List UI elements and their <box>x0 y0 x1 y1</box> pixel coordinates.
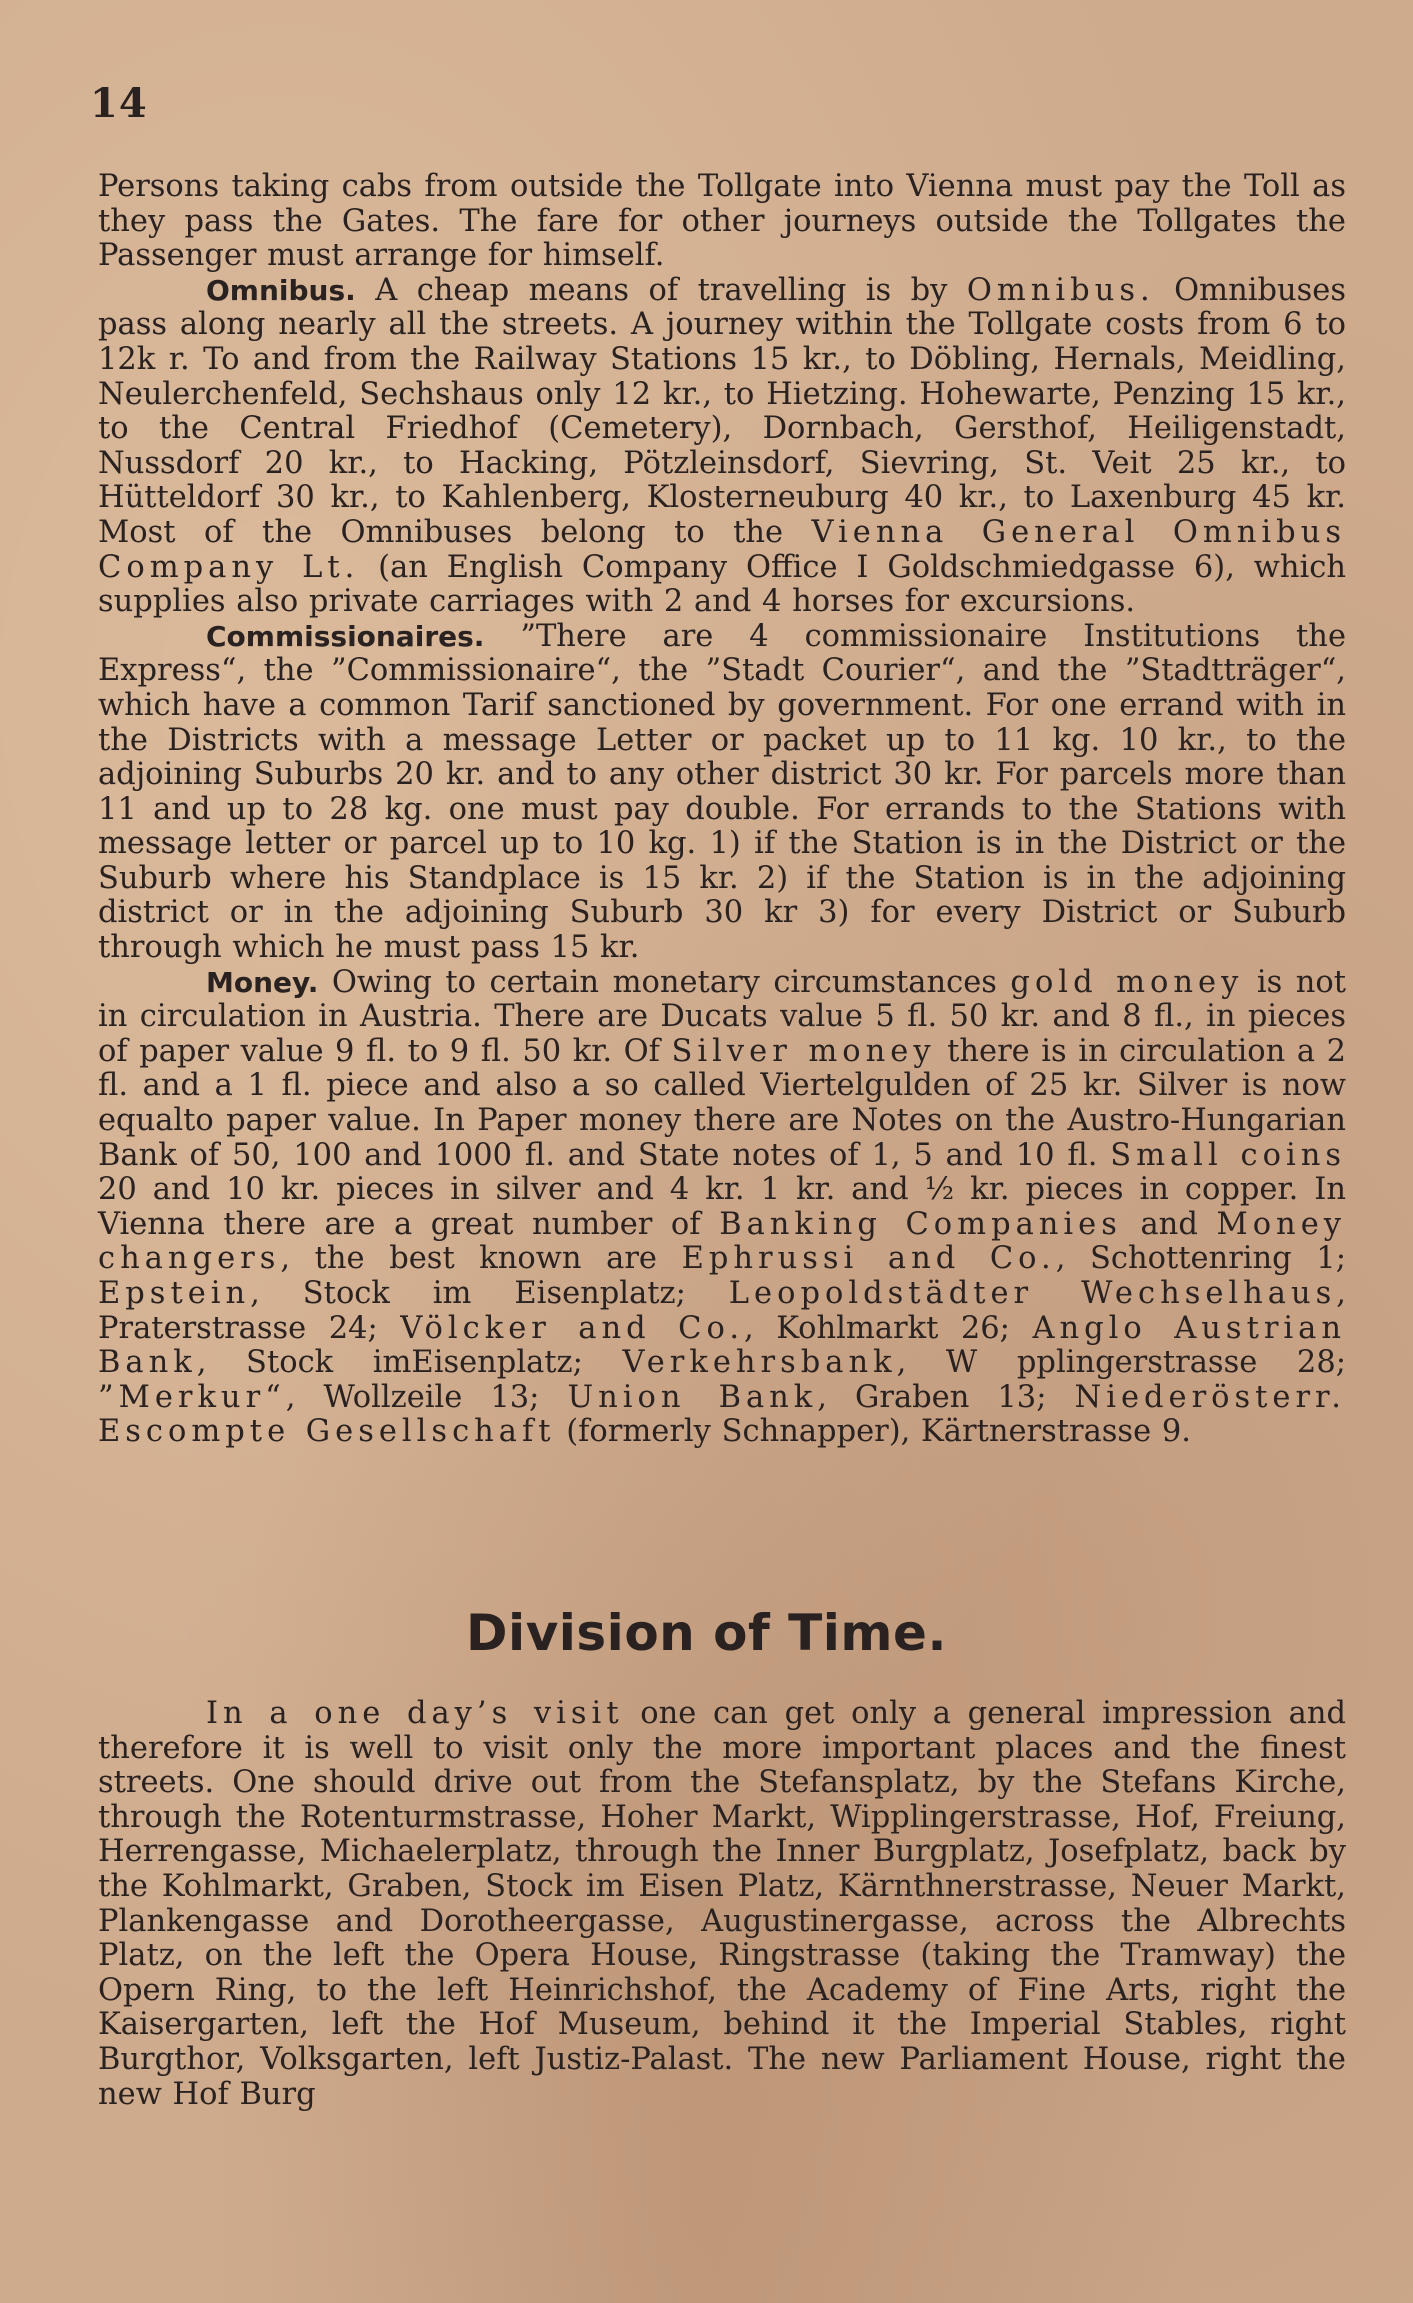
money-text: , Kohlmarkt 26; <box>744 1310 1033 1346</box>
omnibus-company-name: Vienna General Omnibus Company Lt. <box>98 514 1346 585</box>
commissionaires-text: ”There are 4 commissionaire Institutions the Express“, the ”Commissionaire“, the ”Stadt Courier“, and the ”Stadtträger“, which have a common Tarif sanctioned by government. For one errand with in the Districts with a message Letter or packet up to 11 kg. 10 kr., to the adjoining Suburbs 20 kr. and to any other district 30 kr. For parcels more than 11 and up to 28 kg. one must pay double. For errands to the Stations with message letter or parcel up to 10 kg. 1) if the Station is in the District or the Suburb where his Standplace is 15 kr. 2) if the Station is in the adjoining district or in the adjoining Suburb 30 kr 3) for every District or Suburb through which he must pass 15 kr. <box>98 618 1346 966</box>
section-title: Division of Time. <box>466 1604 947 1662</box>
bank-name: Leopoldstädter Wechselhaus <box>728 1276 1337 1311</box>
bank-name: Union Bank <box>567 1379 818 1415</box>
money-text: , Schottenring 1; <box>1055 1241 1346 1277</box>
money-text: , Stock imEisenplatz; <box>196 1345 623 1381</box>
paragraph-division <box>98 1697 1346 2112</box>
paragraph-money <box>98 966 1346 1450</box>
bank-name: Epstein <box>98 1276 251 1311</box>
money-text: (formerly Schnapper), Kärtnerstrasse 9. <box>555 1414 1191 1450</box>
bank-name: Ephrussi and Co. <box>681 1241 1056 1277</box>
page-number: 14 <box>90 80 148 127</box>
money-spaced: Money changers <box>98 1206 1346 1277</box>
money-text: , W pplingerstrasse 28; <box>896 1345 1346 1381</box>
money-text: , Stock im Eisenplatz; <box>250 1276 729 1311</box>
paragraph-omnibus <box>98 274 1346 620</box>
money-text: there is in circulation a 2 fl. and a 1 fl. piece and also a so called Viertelgulden of 25 kr. Silver is now equalto paper value. In Paper money there are Notes on the Austro-Hungarian Bank of 50, 100 and 1000 fl. and State notes of 1, 5 and 10 fl. <box>98 1033 1346 1173</box>
main-text-block <box>98 170 1346 1450</box>
omnibus-text: (an English Company Office I Goldschmiedgasse 6), which supplies also private carriages with 2 and 4 horses for excursions. <box>98 549 1346 620</box>
bank-name: Völcker and Co. <box>400 1310 745 1346</box>
paragraph-tollgate: Persons taking cabs from outside the Tollgate into Vienna must pay the Toll as they pass the Gates. The fare for other journeys outside the Tollgates the Passenger must arrange for himself. <box>98 169 1346 274</box>
money-text: , Praterstrasse 24; <box>98 1276 1346 1346</box>
money-text: and <box>1121 1206 1217 1242</box>
money-text: , the best known are <box>280 1241 682 1277</box>
money-text: is not in circulation in Austria. There are Ducats value 5 fl. 50 kr. and 8 fl., in pieces of paper value 9 fl. to 9 fl. 50 kr. Of <box>98 964 1347 1069</box>
bank-name: Niederösterr. Escompte Gesellschaft <box>98 1379 1346 1450</box>
money-text: 20 and 10 kr. pieces in silver and 4 kr. 1 kr. and ½ kr. pieces in copper. In Vienna there are a great number of <box>98 1172 1346 1242</box>
paragraph-commissionaires <box>98 620 1346 966</box>
omnibus-heading: Omnibus. <box>206 273 356 307</box>
division-spaced: In a one day’s visit <box>206 1696 624 1731</box>
commissionaires-heading: Commissionaires. <box>206 619 485 653</box>
money-heading: Money. <box>206 965 319 999</box>
money-spaced: Small coins <box>1110 1137 1346 1173</box>
bank-name: ”Merkur“ <box>98 1379 286 1415</box>
division-text-block <box>98 1697 1346 2112</box>
money-spaced: gold money <box>1010 964 1244 1000</box>
bank-name: Verkehrsbank <box>622 1345 897 1381</box>
money-text: , Graben 13; <box>817 1379 1075 1415</box>
money-text: , Wollzeile 13; <box>285 1379 568 1415</box>
money-text: Owing to certain monetary circumstances <box>318 964 1011 1000</box>
bank-name: Anglo Austrian Bank <box>98 1310 1346 1381</box>
money-spaced: Silver money <box>671 1033 936 1069</box>
omnibus-text: A cheap means of travelling is by <box>355 272 967 308</box>
money-spaced: Banking Companies <box>719 1206 1122 1242</box>
division-text: one can get only a general impression and therefore it is well to visit only the more important places and the finest streets. One should drive out from the Stefansplatz, by the Stefans Kirche, through the Rotenturmstrasse, Hoher Markt, Wipplingerstrasse, Hof, Freiung, Herrengasse, Michaelerplatz, through the Inner Burgplatz, Josefplatz, back by the Kohlmarkt, Graben, Stock im Eisen Platz, Kärnthnerstrasse, Neuer Markt, Plankengasse and Dorotheergasse, Augustinergasse, across the Albrechts Platz, on the left the Opera House, Ringstrasse (taking the Tramway) the Opern Ring, to the left Heinrichshof, the Academy of Fine Arts, right the Kaisergarten, left the Hof Museum, behind it the Imperial Stables, right Burgthor, Volksgarten, left Justiz-Palast. The new Parliament House, right the new Hof Burg <box>98 1696 1346 2112</box>
omnibus-text: Omnibuses pass along nearly all the streets. A journey within the Tollgate costs from 6 to 12k r. To and from the Railway Stations 15 kr., to Döbling, Hernals, Meidling, Neulerchenfeld, Sechshaus only 12 kr., to Hietzing. Hohewarte, Penzing 15 kr., to the Central Friedhof (Cemetery), Dornbach, Gersthof, Heiligenstadt, Nussdorf 20 kr., to Hacking, Pötzleinsdorf, Sievring, St. Veit 25 kr., to Hütteldorf 30 kr., to Kahlenberg, Klosterneuburg 40 kr., to Laxenburg 45 kr. Most of the Omnibuses belong to the <box>98 272 1346 550</box>
omnibus-spaced-word: Omnibus. <box>966 272 1155 308</box>
